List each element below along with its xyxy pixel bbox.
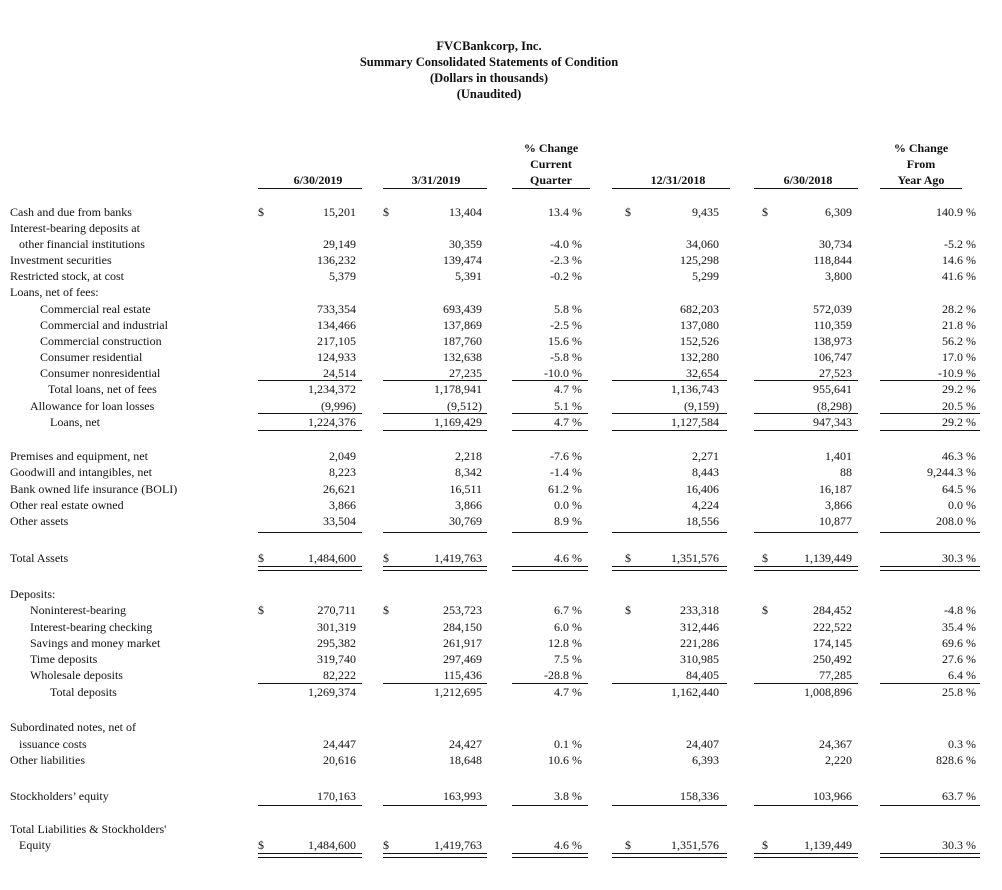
cell-value: (8,298) <box>817 399 852 413</box>
header-line-2: Current <box>530 157 572 171</box>
underline <box>880 683 980 684</box>
cell-value: 2,271 <box>692 449 719 463</box>
row-label: Wholesale deposits <box>30 668 123 682</box>
cell-value: 88 <box>840 465 852 479</box>
cell-value: 56.2 % <box>942 334 976 348</box>
cell-value: 5.1 % <box>554 399 582 413</box>
cell-value: 1,178,941 <box>434 382 482 396</box>
cell-value: 125,298 <box>680 253 719 267</box>
cell-value: -2.5 % <box>550 318 582 332</box>
row-label: Equity <box>19 838 51 852</box>
currency-symbol: $ <box>762 205 768 219</box>
cell-value: 10.6 % <box>548 753 582 767</box>
cell-value: 140.9 % <box>936 205 976 219</box>
cell-value: 6,309 <box>825 205 852 219</box>
row-label: Subordinated notes, net of <box>10 720 136 734</box>
underline <box>880 430 980 431</box>
currency-symbol: $ <box>762 603 768 617</box>
currency-symbol: $ <box>383 205 389 219</box>
cell-value: 310,985 <box>680 652 719 666</box>
cell-value: 253,723 <box>443 603 482 617</box>
statement-title: Summary Consolidated Statements of Condition <box>359 55 619 69</box>
cell-value: 284,452 <box>813 603 852 617</box>
row-label: Loans, net of fees: <box>10 285 99 299</box>
cell-value: 301,319 <box>317 620 356 634</box>
cell-value: 3,866 <box>455 498 482 512</box>
header-line-3: Year Ago <box>897 173 945 187</box>
cell-value: -1.4 % <box>550 465 582 479</box>
double-underline <box>754 853 858 858</box>
cell-value: 30,734 <box>819 237 852 251</box>
cell-value: 9,244.3 % <box>927 465 976 479</box>
cell-value: 136,232 <box>317 253 356 267</box>
cell-value: 13,404 <box>449 205 482 219</box>
row-label: Consumer residential <box>40 350 143 364</box>
cell-value: 132,280 <box>680 350 719 364</box>
double-underline <box>612 566 727 571</box>
cell-value: 16,187 <box>819 482 852 496</box>
row-label: Other assets <box>10 514 69 528</box>
cell-value: 4.6 % <box>554 838 582 852</box>
cell-value: 3.8 % <box>554 789 582 803</box>
cell-value: 1,269,374 <box>308 685 356 699</box>
cell-value: 34,060 <box>686 237 719 251</box>
underline <box>258 532 362 533</box>
underline <box>383 683 487 684</box>
double-underline <box>880 566 980 571</box>
row-label: Time deposits <box>30 652 98 666</box>
underline <box>258 805 362 806</box>
row-label: Commercial real estate <box>40 302 151 316</box>
cell-value: 110,359 <box>813 318 852 332</box>
header-line-2: From <box>906 157 936 171</box>
cell-value: 7.5 % <box>554 652 582 666</box>
cell-value: 29.2 % <box>942 415 976 429</box>
underline <box>512 380 588 381</box>
underline <box>754 413 858 414</box>
cell-value: 0.3 % <box>948 737 976 751</box>
cell-value: -4.8 % <box>944 603 976 617</box>
cell-value: 955,641 <box>813 382 852 396</box>
row-label: Noninterest-bearing <box>30 603 126 617</box>
currency-symbol: $ <box>258 603 264 617</box>
cell-value: 1,127,584 <box>671 415 719 429</box>
cell-value: 24,407 <box>686 737 719 751</box>
row-label: Commercial construction <box>40 334 162 348</box>
cell-value: 6,393 <box>692 753 719 767</box>
col-header-underline <box>383 188 487 189</box>
cell-value: 118,844 <box>813 253 852 267</box>
cell-value: 1,136,743 <box>671 382 719 396</box>
underline <box>880 805 980 806</box>
underline <box>383 430 487 431</box>
row-label: Savings and money market <box>30 636 161 650</box>
underline <box>383 380 487 381</box>
cell-value: 8,223 <box>329 465 356 479</box>
cell-value: 137,869 <box>443 318 482 332</box>
cell-value: 3,866 <box>329 498 356 512</box>
double-underline <box>880 853 980 858</box>
cell-value: 4.7 % <box>554 685 582 699</box>
row-label: Deposits: <box>10 587 56 601</box>
cell-value: 46.3 % <box>942 449 976 463</box>
row-label: other financial institutions <box>19 237 145 251</box>
col-header-underline <box>880 188 962 189</box>
audit-note: (Unaudited) <box>456 87 522 101</box>
currency-symbol: $ <box>625 551 631 565</box>
underline <box>612 430 727 431</box>
double-underline <box>754 566 858 571</box>
cell-value: 24,427 <box>449 737 482 751</box>
cell-value: 64.5 % <box>942 482 976 496</box>
row-label: Loans, net <box>50 415 100 429</box>
cell-value: 5,391 <box>455 269 482 283</box>
cell-value: -10.0 % <box>544 366 582 380</box>
row-label: Total Assets <box>10 551 69 565</box>
cell-value: 69.6 % <box>942 636 976 650</box>
cell-value: 0.0 % <box>554 498 582 512</box>
cell-value: 41.6 % <box>942 269 976 283</box>
double-underline <box>612 853 727 858</box>
currency-symbol: $ <box>383 551 389 565</box>
cell-value: 5,379 <box>329 269 356 283</box>
cell-value: 1,351,576 <box>671 551 719 565</box>
underline <box>258 380 362 381</box>
cell-value: 217,105 <box>317 334 356 348</box>
row-label: Stockholders’ equity <box>10 789 109 803</box>
cell-value: 163,993 <box>443 789 482 803</box>
row-label: Total loans, net of fees <box>48 382 157 396</box>
cell-value: 1,008,896 <box>804 685 852 699</box>
cell-value: 139,474 <box>443 253 482 267</box>
header-line-1: % Change <box>893 141 949 155</box>
cell-value: 4.6 % <box>554 551 582 565</box>
cell-value: 21.8 % <box>942 318 976 332</box>
cell-value: (9,996) <box>321 399 356 413</box>
row-label: Total deposits <box>50 685 117 699</box>
cell-value: (9,512) <box>447 399 482 413</box>
double-underline <box>258 566 362 571</box>
cell-value: 152,526 <box>680 334 719 348</box>
col-header-6-30-2019: 6/30/2019 <box>293 173 343 187</box>
row-label: Premises and equipment, net <box>10 449 148 463</box>
cell-value: -5.2 % <box>944 237 976 251</box>
underline <box>612 413 727 414</box>
cell-value: 6.4 % <box>948 668 976 682</box>
cell-value: 6.7 % <box>554 603 582 617</box>
underline <box>383 805 487 806</box>
cell-value: 134,466 <box>317 318 356 332</box>
cell-value: 233,318 <box>680 603 719 617</box>
col-header-change-year <box>880 140 962 188</box>
underline <box>512 683 588 684</box>
cell-value: 12.8 % <box>548 636 582 650</box>
cell-value: 27.6 % <box>942 652 976 666</box>
row-label: Cash and due from banks <box>10 205 132 219</box>
cell-value: 15,201 <box>323 205 356 219</box>
row-label: Total Liabilities & Stockholders' <box>10 822 167 836</box>
underline <box>880 413 980 414</box>
cell-value: 0.0 % <box>948 498 976 512</box>
cell-value: 8.9 % <box>554 514 582 528</box>
cell-value: 106,747 <box>813 350 852 364</box>
cell-value: 16,406 <box>686 482 719 496</box>
col-header-underline <box>754 188 858 189</box>
cell-value: 30.3 % <box>942 551 976 565</box>
cell-value: -4.0 % <box>550 237 582 251</box>
underline <box>754 430 858 431</box>
cell-value: 30.3 % <box>942 838 976 852</box>
cell-value: 8,443 <box>692 465 719 479</box>
cell-value: 5.8 % <box>554 302 582 316</box>
cell-value: 8,342 <box>455 465 482 479</box>
underline <box>383 532 487 533</box>
cell-value: 319,740 <box>317 652 356 666</box>
row-label: Consumer nonresidential <box>40 366 161 380</box>
col-header-12-31-2018: 12/31/2018 <box>650 173 706 187</box>
cell-value: 270,711 <box>317 603 356 617</box>
underline <box>754 532 858 533</box>
double-underline <box>512 853 588 858</box>
cell-value: 20.5 % <box>942 399 976 413</box>
cell-value: 138,973 <box>813 334 852 348</box>
double-underline <box>512 566 588 571</box>
cell-value: 572,039 <box>813 302 852 316</box>
cell-value: 1,169,429 <box>434 415 482 429</box>
row-label: Bank owned life insurance (BOLI) <box>10 482 178 496</box>
cell-value: 1,139,449 <box>804 838 852 852</box>
currency-symbol: $ <box>258 551 264 565</box>
cell-value: 5,299 <box>692 269 719 283</box>
cell-value: -0.2 % <box>550 269 582 283</box>
currency-symbol: $ <box>625 603 631 617</box>
header-line-3: Quarter <box>530 173 572 187</box>
cell-value: 1,212,695 <box>434 685 482 699</box>
cell-value: 295,382 <box>317 636 356 650</box>
col-header-change-quarter <box>512 140 590 188</box>
cell-value: 682,203 <box>680 302 719 316</box>
cell-value: 18,556 <box>686 514 719 528</box>
cell-value: -28.8 % <box>544 668 582 682</box>
company-name: FVCBankcorp, Inc. <box>436 39 542 53</box>
cell-value: 27,235 <box>449 366 482 380</box>
cell-value: 1,484,600 <box>308 551 356 565</box>
cell-value: 137,080 <box>680 318 719 332</box>
cell-value: 82,222 <box>323 668 356 682</box>
cell-value: 10,877 <box>819 514 852 528</box>
cell-value: 312,446 <box>680 620 719 634</box>
cell-value: 4,224 <box>692 498 719 512</box>
underline <box>612 380 727 381</box>
currency-symbol: $ <box>625 838 631 852</box>
underline <box>754 805 858 806</box>
underline <box>383 413 487 414</box>
cell-value: 61.2 % <box>548 482 582 496</box>
cell-value: 187,760 <box>443 334 482 348</box>
underline <box>258 683 362 684</box>
underline <box>754 380 858 381</box>
cell-value: 158,336 <box>680 789 719 803</box>
double-underline <box>383 566 487 571</box>
cell-value: 14.6 % <box>942 253 976 267</box>
underline <box>880 532 980 533</box>
cell-value: 250,492 <box>813 652 852 666</box>
cell-value: 733,354 <box>317 302 356 316</box>
row-label: issuance costs <box>19 737 87 751</box>
cell-value: 18,648 <box>449 753 482 767</box>
underline <box>880 380 980 381</box>
currency-symbol: $ <box>258 205 264 219</box>
underline <box>258 413 362 414</box>
underline <box>612 805 727 806</box>
cell-value: 16,511 <box>449 482 482 496</box>
cell-value: 693,439 <box>443 302 482 316</box>
cell-value: 2,220 <box>825 753 852 767</box>
row-label: Investment securities <box>10 253 112 267</box>
cell-value: 0.1 % <box>554 737 582 751</box>
cell-value: 208.0 % <box>936 514 976 528</box>
cell-value: 63.7 % <box>942 789 976 803</box>
cell-value: 1,234,372 <box>308 382 356 396</box>
cell-value: 24,447 <box>323 737 356 751</box>
cell-value: 27,523 <box>819 366 852 380</box>
cell-value: 261,917 <box>443 636 482 650</box>
units-note: (Dollars in thousands) <box>429 71 549 85</box>
cell-value: 77,285 <box>819 668 852 682</box>
currency-symbol: $ <box>383 603 389 617</box>
cell-value: 124,933 <box>317 350 356 364</box>
cell-value: 828.6 % <box>936 753 976 767</box>
cell-value: 4.7 % <box>554 415 582 429</box>
cell-value: 132,638 <box>443 350 482 364</box>
underline <box>512 805 588 806</box>
row-label: Allowance for loan losses <box>30 399 155 413</box>
row-label: Other liabilities <box>10 753 85 767</box>
cell-value: 24,514 <box>323 366 356 380</box>
cell-value: 24,367 <box>819 737 852 751</box>
col-header-underline <box>612 188 730 189</box>
col-header-3-31-2019: 3/31/2019 <box>411 173 461 187</box>
cell-value: 1,419,763 <box>434 551 482 565</box>
cell-value: 1,139,449 <box>804 551 852 565</box>
col-header-6-30-2018: 6/30/2018 <box>783 173 833 187</box>
cell-value: 1,224,376 <box>308 415 356 429</box>
cell-value: 222,522 <box>813 620 852 634</box>
cell-value: 3,800 <box>825 269 852 283</box>
currency-symbol: $ <box>258 838 264 852</box>
cell-value: 170,163 <box>317 789 356 803</box>
cell-value: 1,419,763 <box>434 838 482 852</box>
currency-symbol: $ <box>383 838 389 852</box>
cell-value: 1,401 <box>825 449 852 463</box>
row-label: Interest-bearing deposits at <box>10 221 140 235</box>
cell-value: 25.8 % <box>942 685 976 699</box>
underline <box>612 532 727 533</box>
cell-value: 4.7 % <box>554 382 582 396</box>
cell-value: (9,159) <box>684 399 719 413</box>
currency-symbol: $ <box>625 205 631 219</box>
currency-symbol: $ <box>762 838 768 852</box>
cell-value: 20,616 <box>323 753 356 767</box>
cell-value: 30,769 <box>449 514 482 528</box>
cell-value: -2.3 % <box>550 253 582 267</box>
row-label: Commercial and industrial <box>40 318 168 332</box>
cell-value: 29.2 % <box>942 382 976 396</box>
cell-value: 29,149 <box>323 237 356 251</box>
cell-value: -7.6 % <box>550 449 582 463</box>
cell-value: 1,351,576 <box>671 838 719 852</box>
cell-value: 84,405 <box>686 668 719 682</box>
cell-value: 17.0 % <box>942 350 976 364</box>
header-line-1: % Change <box>523 141 579 155</box>
cell-value: 6.0 % <box>554 620 582 634</box>
cell-value: 32,654 <box>686 366 719 380</box>
underline <box>612 683 727 684</box>
cell-value: -10.9 % <box>938 366 976 380</box>
underline <box>512 532 588 533</box>
cell-value: 15.6 % <box>548 334 582 348</box>
col-header-underline <box>258 188 362 189</box>
cell-value: 174,145 <box>813 636 852 650</box>
double-underline <box>258 853 362 858</box>
row-label: Interest-bearing checking <box>30 620 153 634</box>
row-label: Goodwill and intangibles, net <box>10 465 152 479</box>
underline <box>512 430 588 431</box>
report-title-block <box>0 38 978 102</box>
cell-value: 103,966 <box>813 789 852 803</box>
cell-value: 30,359 <box>449 237 482 251</box>
cell-value: 33,504 <box>323 514 356 528</box>
cell-value: 115,436 <box>443 668 482 682</box>
cell-value: 284,150 <box>443 620 482 634</box>
cell-value: 13.4 % <box>548 205 582 219</box>
cell-value: 28.2 % <box>942 302 976 316</box>
cell-value: -5.8 % <box>550 350 582 364</box>
double-underline <box>383 853 487 858</box>
cell-value: 9,435 <box>692 205 719 219</box>
row-label: Other real estate owned <box>10 498 124 512</box>
cell-value: 35.4 % <box>942 620 976 634</box>
cell-value: 947,343 <box>813 415 852 429</box>
col-header-underline <box>512 188 590 189</box>
cell-value: 26,621 <box>323 482 356 496</box>
currency-symbol: $ <box>762 551 768 565</box>
cell-value: 3,866 <box>825 498 852 512</box>
underline <box>512 413 588 414</box>
row-label: Restricted stock, at cost <box>10 269 124 283</box>
cell-value: 1,484,600 <box>308 838 356 852</box>
cell-value: 2,218 <box>455 449 482 463</box>
underline <box>258 430 362 431</box>
cell-value: 221,286 <box>680 636 719 650</box>
cell-value: 297,469 <box>443 652 482 666</box>
underline <box>754 683 858 684</box>
cell-value: 2,049 <box>329 449 356 463</box>
cell-value: 1,162,440 <box>671 685 719 699</box>
